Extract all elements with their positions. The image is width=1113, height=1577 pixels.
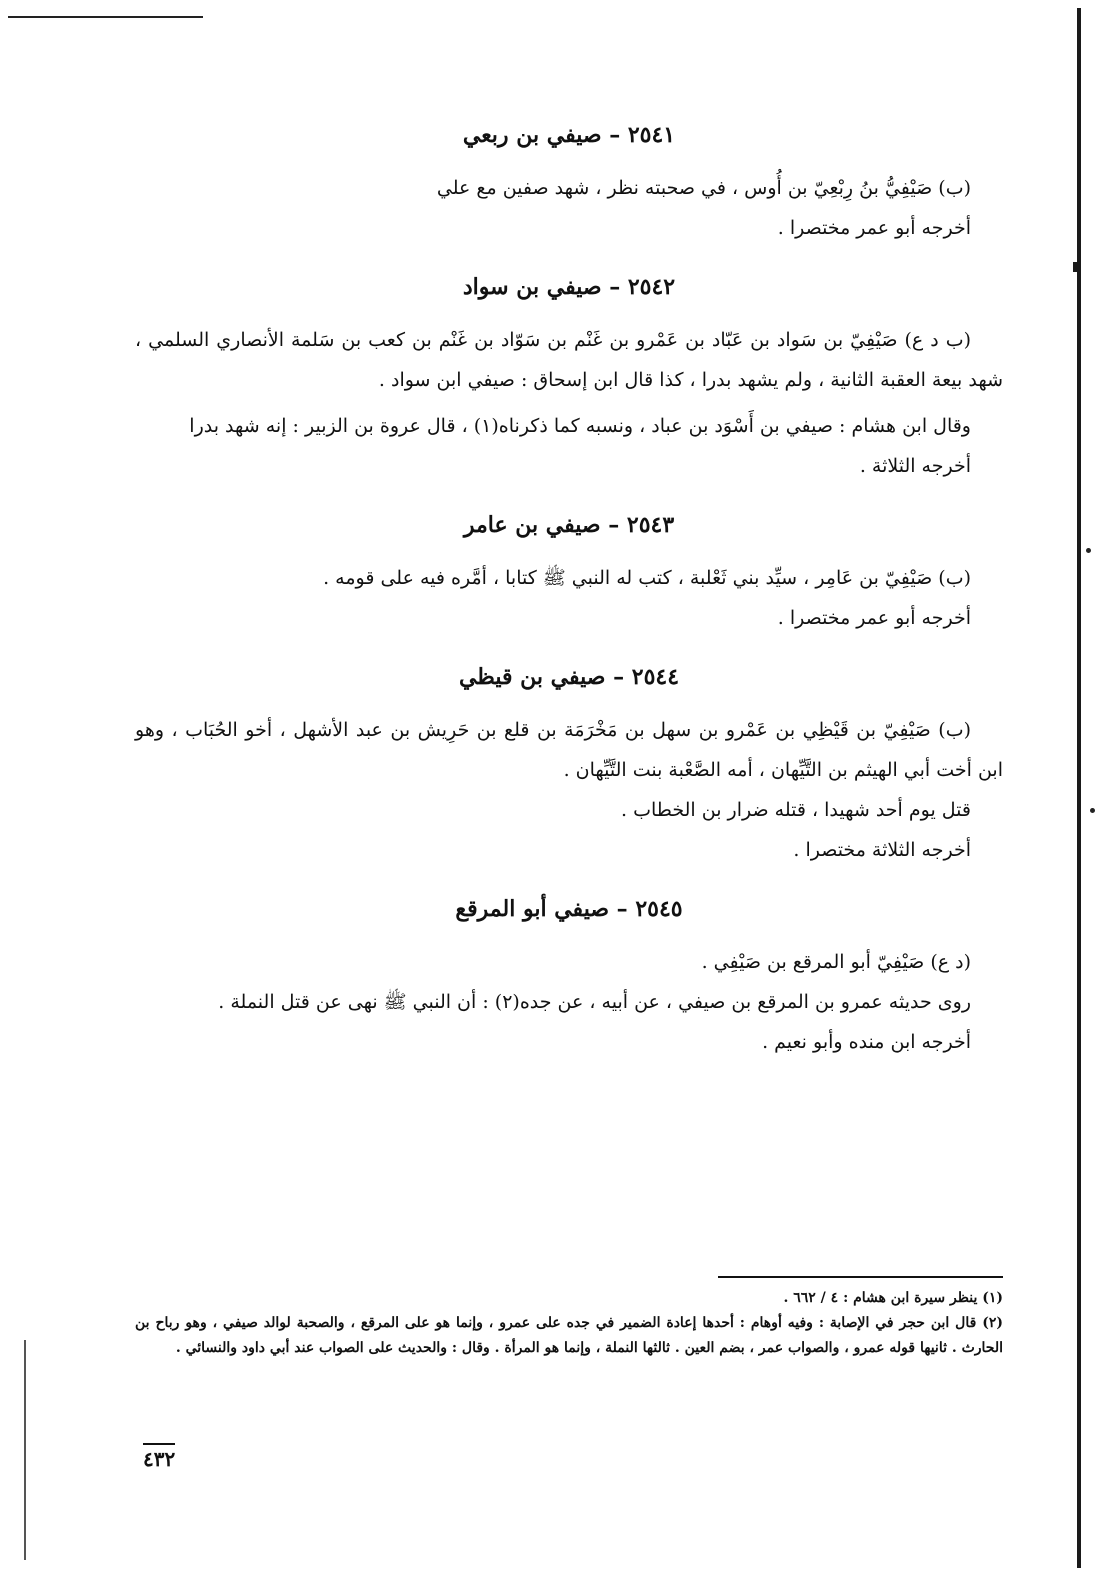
entry-paragraph: قتل يوم أحد شهيدا ، قتله ضرار بن الخطاب .: [621, 799, 971, 821]
entry-2545: [135, 892, 1003, 1062]
scan-speck: [1086, 548, 1091, 553]
footnotes: [135, 1276, 1003, 1361]
entry-paragraph: أخرجه الثلاثة مختصرا .: [793, 839, 971, 861]
scan-right-edge: [1077, 8, 1081, 1568]
scan-edge-tick: [1073, 262, 1079, 272]
entry-2542: [135, 270, 1003, 486]
entry-paragraph: (ب د ع) صَيْفِيّ بن سَواد بن عَبّاد بن عَمْرو بن غَنْم بن سَوّاد بن غَنْم بن كعب بن سَلمة الأنصاري السلمي ، شهد بيعة العقبة الثانية ، ولم يشهد بدرا ، كذا قال ابن إسحاق : صيفي ابن سواد .: [135, 329, 1003, 391]
entry-title: ٢٥٤٥ – صيفي أبو المرقع: [455, 896, 683, 922]
entry-2543: [135, 508, 1003, 638]
entry-title: ٢٥٤٢ – صيفي بن سواد: [462, 274, 676, 300]
scan-left-edge: [24, 1340, 26, 1560]
entry-paragraph: روى حديثه عمرو بن المرقع بن صيفي ، عن أبيه ، عن جده(٢) : أن النبي ﷺ نهى عن قتل النملة .: [218, 991, 971, 1013]
page-body: [135, 110, 1003, 1062]
scan-speck: [1090, 808, 1095, 813]
entry-paragraph: أخرجه ابن منده وأبو نعيم .: [762, 1031, 971, 1053]
entry-2541: [135, 118, 1003, 248]
entry-paragraph: أخرجه أبو عمر مختصرا .: [777, 607, 971, 629]
entry-title: ٢٥٤٤ – صيفي بن قيظي: [458, 664, 680, 690]
footnote: (١) ينظر سيرة ابن هشام : ٤ / ٦٦٢ .: [783, 1290, 1003, 1306]
entry-title: ٢٥٤٣ – صيفي بن عامر: [463, 512, 675, 538]
entry-paragraph: (ب) صَيْفِيّ بن عَامِر ، سيِّد بني ثَعْلبة ، كتب له النبي ﷺ كتابا ، أمَّره فيه على قومه .: [323, 567, 971, 589]
footnote-rule: [718, 1276, 1003, 1278]
entry-title: ٢٥٤١ – صيفي بن ربعي: [462, 122, 676, 148]
scan-top-rule: [8, 16, 203, 18]
footnote: (٢) قال ابن حجر في الإصابة : وفيه أوهام : أحدها إعادة الضمير في جده على عمرو ، وإنما هو على المرقع ، والصحبة لوالد صيفي ، وهو رباح بن الحارث . ثانيها قوله عمرو ، والصواب عمر ، بضم العين . ثالثها النملة ، وإنما هو المرأة . وقال : والحديث على الصواب عند أبي داود والنسائي .: [135, 1315, 1003, 1356]
entry-paragraph: أخرجه أبو عمر مختصرا .: [777, 217, 971, 239]
entry-paragraph: (د ع) صَيْفِيّ أبو المرقع بن صَيْفِي .: [701, 951, 971, 973]
entry-2544: [135, 660, 1003, 870]
entry-paragraph: وقال ابن هشام : صيفي بن أَسْوَد بن عباد ، ونسبه كما ذكرناه(١) ، قال عروة بن الزبير : إنه شهد بدرا: [189, 415, 971, 437]
entry-paragraph: أخرجه الثلاثة .: [859, 455, 971, 477]
entry-paragraph: (ب) صَيْفِيُّ بنُ رِبْعِيّ بن أُوس ، في صحبته نظر ، شهد صفين مع علي: [436, 177, 971, 199]
entry-paragraph: (ب) صَيْفِيّ بن قَيْظِي بن عَمْرو بن سهل بن مَخْرَمَة بن قلع بن حَرِيش بن عبد الأشهل ، أخو الحُبَاب ، وهو ابن أخت أبي الهيثم بن التَّيِّهان ، أمه الصَّعْبة بنت التَّيِّهان .: [135, 719, 1003, 781]
page-number: ٤٣٢: [143, 1443, 175, 1471]
